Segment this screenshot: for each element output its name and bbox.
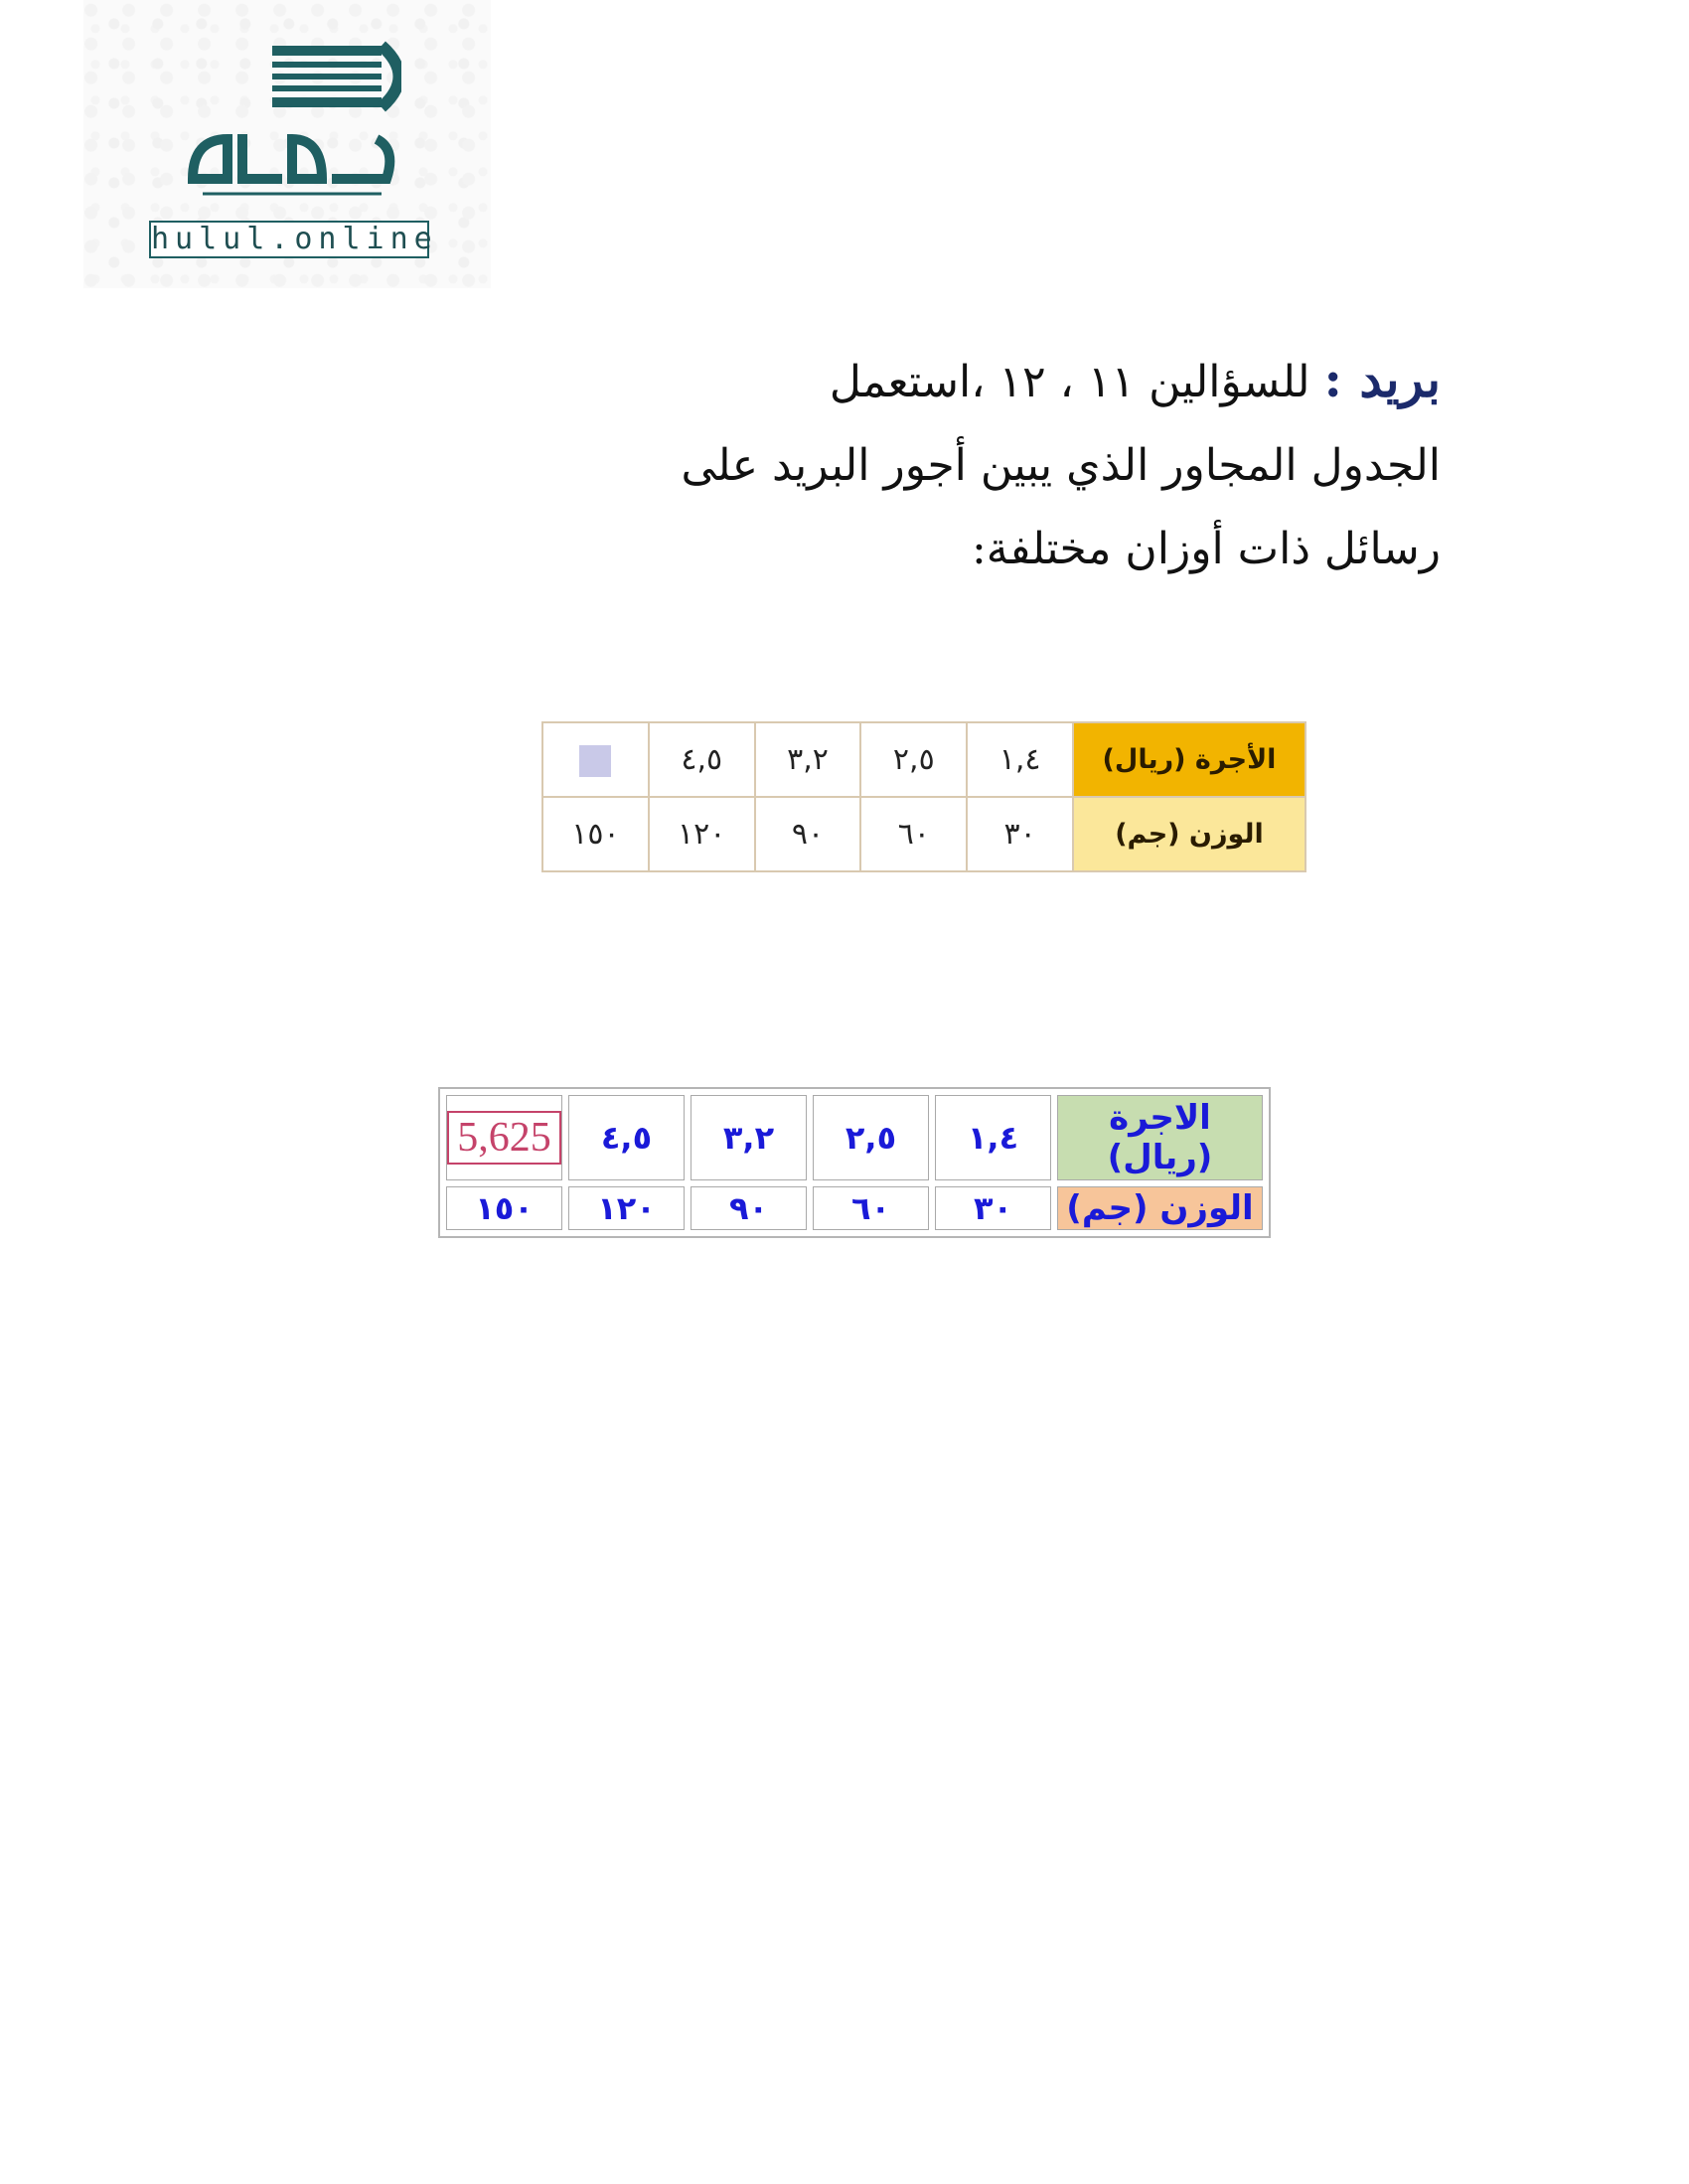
site-logo <box>83 0 491 288</box>
table-cell: ٩٠ <box>691 1186 807 1230</box>
table-cell: ١٢٠ <box>568 1186 685 1230</box>
fee-header: الأجرة (ريال) <box>1073 722 1305 797</box>
weight-header: الوزن (جم) <box>1057 1186 1263 1230</box>
table-cell: ١٥٠ <box>446 1186 562 1230</box>
weight-header: الوزن (جم) <box>1073 797 1305 871</box>
table-cell: ٢,٥ <box>813 1095 929 1180</box>
table-cell: ١٥٠ <box>542 797 649 871</box>
table-row <box>446 1095 1263 1180</box>
table-cell: ٣٠ <box>935 1186 1051 1230</box>
blank-swatch <box>579 745 611 777</box>
table-cell: ٣,٢ <box>691 1095 807 1180</box>
hulul-logo-icon <box>183 40 401 209</box>
table-cell: ٣٠ <box>967 797 1073 871</box>
table-cell: ٦٠ <box>860 797 967 871</box>
question-line-3: رسائل ذات أوزان مختلفة: <box>971 524 1441 574</box>
question-line-1-text: للسؤالين ١١ ، ١٢ ،استعمل <box>829 357 1310 407</box>
table-cell: ١٢٠ <box>649 797 755 871</box>
missing-value-cell <box>542 722 649 797</box>
table-cell: ٤,٥ <box>649 722 755 797</box>
question-label: بريد : <box>1323 350 1441 408</box>
answer-cell <box>446 1095 562 1180</box>
table-row <box>542 797 1305 871</box>
fee-header: الاجرة (ريال) <box>1057 1095 1263 1180</box>
table-cell: ٤,٥ <box>568 1095 685 1180</box>
table-cell: ١,٤ <box>967 722 1073 797</box>
table-cell: ١,٤ <box>935 1095 1051 1180</box>
question-line-1 <box>546 338 1441 424</box>
book-table <box>541 721 1306 872</box>
table-row <box>542 722 1305 797</box>
table-cell: ٩٠ <box>755 797 861 871</box>
logo-url: hulul.online <box>151 222 438 256</box>
solution-table <box>438 1087 1271 1238</box>
table-cell: ٣,٢ <box>755 722 861 797</box>
question-line-2: الجدول المجاور الذي يبين أجور البريد على <box>681 440 1441 491</box>
table-cell: ٢,٥ <box>860 722 967 797</box>
answer-value: 5,625 <box>447 1111 561 1165</box>
question-text <box>546 338 1441 591</box>
table-row <box>446 1186 1263 1230</box>
table-cell: ٦٠ <box>813 1186 929 1230</box>
